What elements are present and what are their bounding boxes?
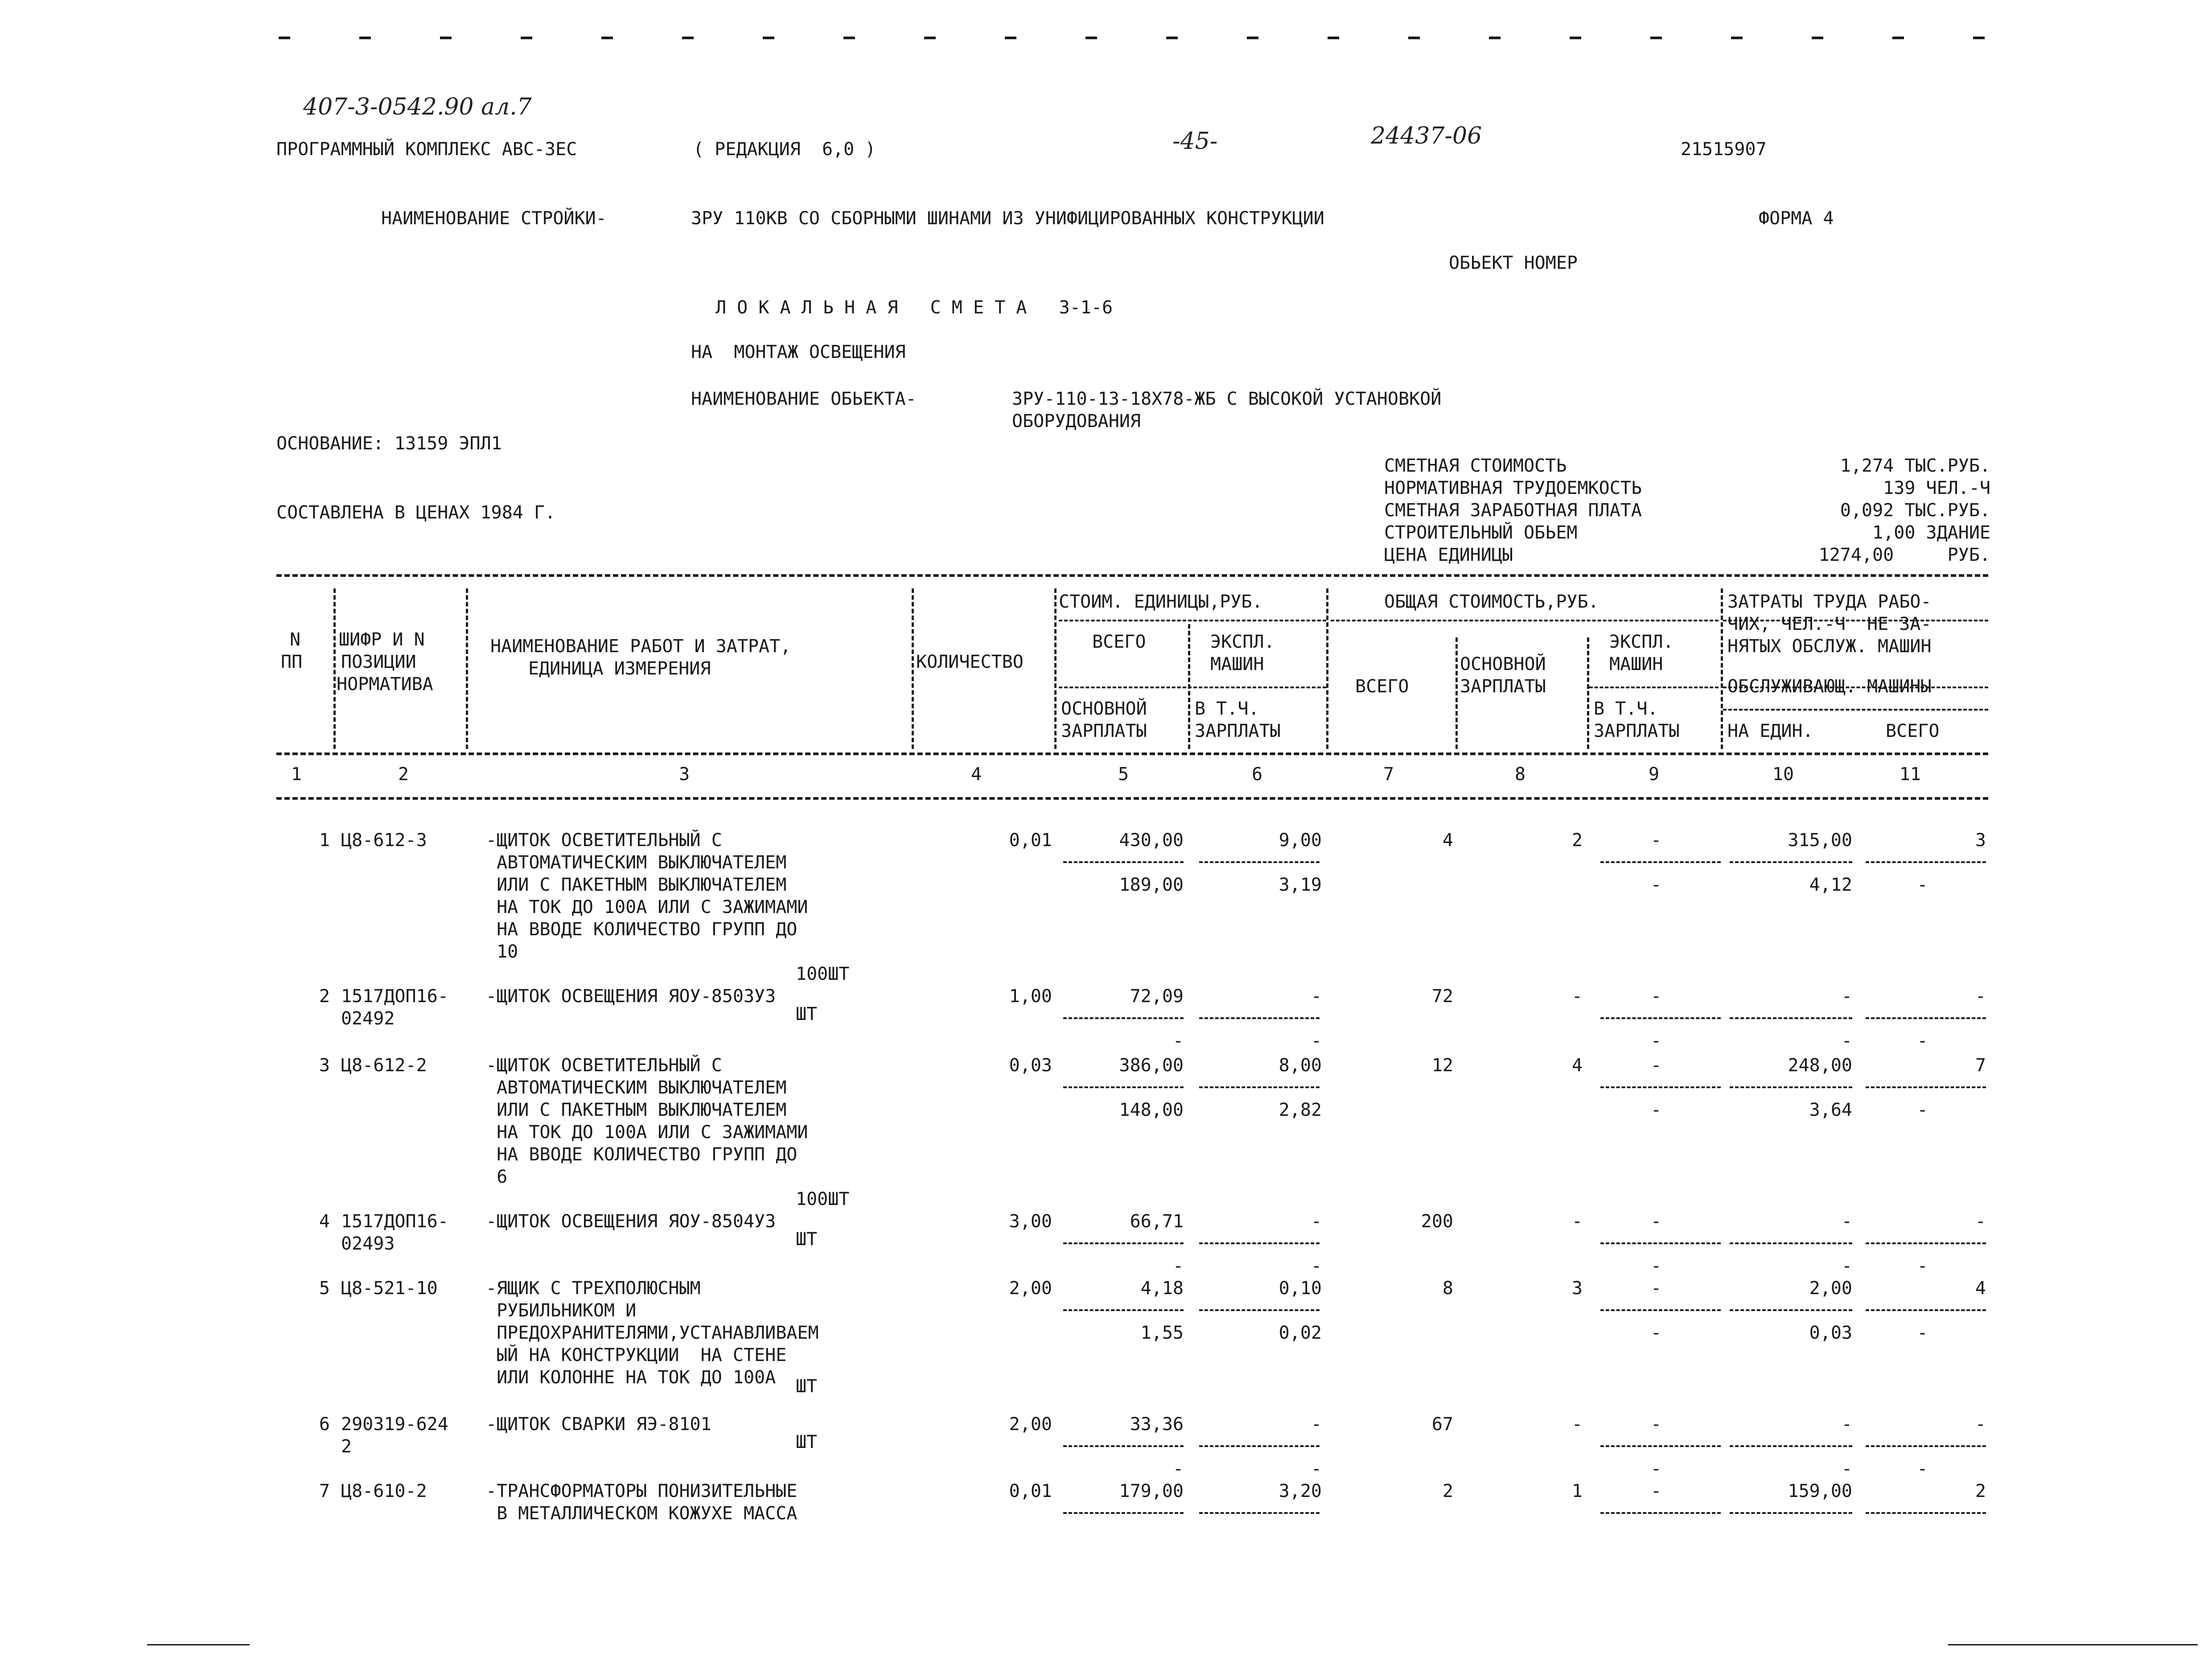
head-inner-rule — [1331, 620, 1719, 621]
summary-value: 1,00 ЗДАНИЕ — [1872, 522, 1990, 543]
col-number: 11 — [1899, 764, 1921, 785]
handwritten-page-number: -45- — [1172, 128, 1218, 155]
row-code: 1517ДОП16- — [341, 1211, 448, 1232]
row-qty: 2,00 — [1009, 1278, 1052, 1299]
row-unit-total: 72,09 — [1130, 986, 1184, 1007]
head-general-cost: ОБЩАЯ СТОИМОСТЬ,РУБ. — [1384, 592, 1599, 612]
cell-divider — [1063, 1242, 1184, 1244]
row-mach-wages: - — [1650, 875, 1662, 895]
row-name: РУБИЛЬНИКОМ И — [486, 1300, 637, 1321]
col-number: 8 — [1514, 764, 1526, 785]
table-top-rule — [276, 574, 1988, 577]
row-labor-total-2: - — [1917, 1031, 1928, 1051]
row-labor-unit-2: - — [1841, 1031, 1852, 1051]
col-number: 10 — [1772, 764, 1794, 785]
top-dash — [1812, 37, 1823, 39]
row-unit-wages: 1,55 — [1140, 1323, 1184, 1343]
row-name: ИЛИ КОЛОННЕ НА ТОК ДО 100А — [486, 1367, 776, 1388]
summary-label: ЦЕНА ЕДИНИЦЫ — [1384, 545, 1513, 565]
cell-divider — [1600, 1309, 1721, 1311]
row-code: 02493 — [341, 1234, 395, 1254]
cell-divider — [1063, 1512, 1184, 1514]
head-gen-wages-2: ЗАРПЛАТЫ — [1460, 676, 1546, 697]
head-total: ВСЕГО — [1355, 676, 1409, 697]
row-qty: 0,03 — [1009, 1055, 1052, 1076]
summary-label: СМЕТНАЯ СТОИМОСТЬ — [1384, 456, 1567, 476]
head-labor-1: ЗАТРАТЫ ТРУДА РАБО- — [1727, 592, 1932, 612]
cell-divider — [1600, 1512, 1721, 1514]
col-separator — [1326, 588, 1328, 749]
row-number: 7 — [319, 1481, 330, 1501]
row-unit-wages: - — [1172, 1256, 1184, 1276]
head-per-unit: НА ЕДИН. — [1727, 721, 1813, 741]
summary-value: 1,274 ТЫС.РУБ. — [1840, 456, 1990, 476]
col-number: 6 — [1251, 764, 1263, 785]
row-unit: 100ШТ — [796, 1189, 850, 1209]
top-dash — [1166, 37, 1178, 39]
top-dash — [601, 37, 613, 39]
head-unit-cost: СТОИМ. ЕДИНИЦЫ,РУБ. — [1059, 592, 1263, 612]
row-mach-wages: - — [1650, 1323, 1662, 1343]
head-wages-1: ОСНОВНОЙ — [1061, 699, 1147, 719]
head-n: N — [290, 629, 301, 650]
summary-value: 1274,00 РУБ. — [1818, 545, 1990, 565]
handwritten-code: 407-3-0542.90 ал.7 — [303, 94, 532, 120]
col-number: 5 — [1118, 764, 1129, 785]
row-labor-unit-2: - — [1841, 1459, 1852, 1479]
head-name-1: НАИМЕНОВАНИЕ РАБОТ И ЗАТРАТ, — [490, 636, 791, 657]
row-labor-total: 7 — [1975, 1055, 1986, 1076]
summary-value: 139 ЧЕЛ.-Ч — [1883, 478, 1990, 498]
construction-name: ЗРУ 110КВ СО СБОРНЫМИ ШИНАМИ ИЗ УНИФИЦИРОВАННЫХ КОНСТРУКЦИИ — [691, 208, 1324, 229]
cell-divider — [1063, 1086, 1184, 1088]
summary-label: НОРМАТИВНАЯ ТРУДОЕМКОСТЬ — [1384, 478, 1642, 498]
cell-divider — [1730, 1309, 1852, 1311]
handwritten-number: 24437-06 — [1371, 123, 1482, 149]
row-unit-wages: - — [1172, 1031, 1184, 1051]
head-total-unit: ВСЕГО — [1092, 632, 1146, 652]
top-dash — [1489, 37, 1501, 39]
row-number: 1 — [319, 830, 330, 851]
summary-label: СМЕТНАЯ ЗАРАБОТНАЯ ПЛАТА — [1384, 500, 1642, 521]
head-gen-incl-1: В Т.Ч. — [1594, 699, 1658, 719]
row-labor-total-2: - — [1917, 875, 1928, 895]
col-separator — [1188, 624, 1190, 749]
head-mach-2: МАШИН — [1210, 654, 1264, 674]
head-code-1: ШИФР И N — [339, 629, 425, 650]
row-machines: - — [1650, 1055, 1662, 1076]
head-gen-wages-1: ОСНОВНОЙ — [1460, 654, 1546, 674]
top-dash — [1650, 37, 1662, 39]
row-machines: - — [1650, 1211, 1662, 1232]
cell-divider — [1063, 1017, 1184, 1019]
cell-divider — [1600, 1445, 1721, 1447]
program-name: ПРОГРАММНЫЙ КОМПЛЕКС АВС-3ЕС — [276, 139, 577, 160]
row-machines: - — [1650, 1278, 1662, 1299]
top-dash — [1892, 37, 1904, 39]
document-title: Л О К А Л Ь Н А Я С М Е Т А 3-1-6 — [715, 297, 1113, 318]
row-labor-unit: - — [1841, 986, 1852, 1007]
cell-divider — [1600, 1086, 1721, 1088]
row-total: 72 — [1431, 986, 1453, 1007]
row-qty: 1,00 — [1009, 986, 1052, 1007]
row-unit-mach-wages: 0,02 — [1279, 1323, 1322, 1343]
row-unit-mach-wages: - — [1311, 1459, 1322, 1479]
row-unit-wages: - — [1172, 1459, 1184, 1479]
row-name: 6 — [486, 1167, 508, 1187]
cell-divider — [1866, 861, 1986, 863]
object-name-line-1: ЗРУ-110-13-18Х78-ЖБ С ВЫСОКОЙ УСТАНОВКОЙ — [1012, 389, 1442, 409]
row-labor-total: - — [1975, 1414, 1986, 1435]
head-mach-1: ЭКСПЛ. — [1210, 632, 1275, 652]
top-dash — [359, 37, 371, 39]
summary-value: 0,092 ТЫС.РУБ. — [1840, 500, 1990, 521]
row-qty: 2,00 — [1009, 1414, 1052, 1435]
bottom-right-rule — [1948, 1644, 2198, 1645]
top-dash — [1570, 37, 1581, 39]
head-incl-1: В Т.Ч. — [1195, 699, 1259, 719]
top-dash — [521, 37, 532, 39]
cell-divider — [1063, 1445, 1184, 1447]
col-separator — [333, 588, 336, 749]
row-code: Ц8-612-2 — [341, 1055, 427, 1076]
row-machines: - — [1650, 986, 1662, 1007]
object-name-line-2: ОБОРУДОВАНИЯ — [1012, 411, 1141, 432]
row-wages: - — [1571, 1414, 1583, 1435]
head-labor-4: ОБСЛУЖИВАЮЩ. МАШИНЫ — [1727, 676, 1932, 697]
cell-divider — [1199, 1445, 1320, 1447]
cell-divider — [1730, 1512, 1852, 1514]
col-number: 3 — [678, 764, 690, 785]
row-labor-total-2: - — [1917, 1323, 1928, 1343]
table-head-bottom-rule — [276, 752, 1988, 755]
row-mach-wages: - — [1650, 1031, 1662, 1051]
cell-divider — [1199, 1242, 1320, 1244]
row-name: -ЩИТОК ОСВЕТИТЕЛЬНЫЙ С — [486, 830, 722, 851]
col-separator — [1054, 588, 1057, 749]
row-labor-unit: 315,00 — [1788, 830, 1852, 851]
row-labor-total-2: - — [1917, 1100, 1928, 1120]
summary-block — [1384, 455, 1990, 566]
row-total: 200 — [1421, 1211, 1453, 1232]
row-labor-unit: - — [1841, 1211, 1852, 1232]
row-total: 67 — [1431, 1414, 1453, 1435]
top-dash — [1328, 37, 1339, 39]
form-label: ФОРМА 4 — [1759, 208, 1834, 229]
row-labor-unit: 159,00 — [1788, 1481, 1852, 1501]
col-number: 7 — [1383, 764, 1394, 785]
row-unit-total: 66,71 — [1130, 1211, 1184, 1232]
row-labor-total: - — [1975, 1211, 1986, 1232]
row-labor-unit-2: 3,64 — [1809, 1100, 1852, 1120]
row-unit-mach-wages: 2,82 — [1279, 1100, 1322, 1120]
object-label: НАИМЕНОВАНИЕ ОБЬЕКТА- — [691, 389, 917, 409]
row-name: ПРЕДОХРАНИТЕЛЯМИ,УСТАНАВЛИВАЕМ — [486, 1323, 819, 1343]
row-wages: 1 — [1571, 1481, 1583, 1501]
top-dash — [763, 37, 774, 39]
head-code-2: ПОЗИЦИИ — [341, 652, 416, 672]
row-name: АВТОМАТИЧЕСКИМ ВЫКЛЮЧАТЕЛЕМ — [486, 1077, 787, 1098]
cell-divider — [1199, 861, 1320, 863]
row-code: Ц8-521-10 — [341, 1278, 438, 1299]
col-number: 1 — [291, 764, 302, 785]
top-dash — [440, 37, 452, 39]
row-name: ЫЙ НА КОНСТРУКЦИИ НА СТЕНЕ — [486, 1345, 787, 1365]
cell-divider — [1866, 1017, 1986, 1019]
row-name: -ЩИТОК СВАРКИ ЯЭ-8101 — [486, 1414, 711, 1435]
row-labor-total: 4 — [1975, 1278, 1986, 1299]
head-inner-rule — [1723, 709, 1988, 711]
row-name: ИЛИ С ПАКЕТНЫМ ВЫКЛЮЧАТЕЛЕМ — [486, 1100, 787, 1120]
row-unit-mach-wages: - — [1311, 1031, 1322, 1051]
col-separator — [1587, 637, 1589, 749]
row-wages: 4 — [1571, 1055, 1583, 1076]
row-number: 2 — [319, 986, 330, 1007]
row-name: -ЩИТОК ОСВЕЩЕНИЯ ЯОУ-8504У3 — [486, 1211, 776, 1232]
col-number: 9 — [1648, 764, 1660, 785]
row-labor-unit: 248,00 — [1788, 1055, 1852, 1076]
top-dash — [1408, 37, 1420, 39]
row-wages: - — [1571, 986, 1583, 1007]
row-unit-machines: - — [1311, 986, 1322, 1007]
row-name: АВТОМАТИЧЕСКИМ ВЫКЛЮЧАТЕЛЕМ — [486, 852, 787, 873]
col-separator — [1455, 637, 1458, 749]
summary-label: СТРОИТЕЛЬНЫЙ ОБЬЕМ — [1384, 522, 1578, 543]
row-labor-total-2: - — [1917, 1459, 1928, 1479]
row-mach-wages: - — [1650, 1256, 1662, 1276]
head-incl-2: ЗАРПЛАТЫ — [1195, 721, 1281, 741]
row-name: -ЩИТОК ОСВЕТИТЕЛЬНЫЙ С — [486, 1055, 722, 1076]
head-gen-mach-1: ЭКСПЛ. — [1609, 632, 1674, 652]
top-dash — [1731, 37, 1743, 39]
row-unit-machines: 0,10 — [1279, 1278, 1322, 1299]
head-wages-2: ЗАРПЛАТЫ — [1061, 721, 1147, 741]
column-number-bottom-rule — [276, 797, 1988, 800]
row-unit-wages: 148,00 — [1119, 1100, 1184, 1120]
row-name: 10 — [486, 942, 518, 962]
row-mach-wages: - — [1650, 1100, 1662, 1120]
row-name: ИЛИ С ПАКЕТНЫМ ВЫКЛЮЧАТЕЛЕМ — [486, 875, 787, 895]
row-total: 4 — [1442, 830, 1453, 851]
head-gen-incl-2: ЗАРПЛАТЫ — [1594, 721, 1680, 741]
head-code-3: НОРМАТИВА — [337, 674, 433, 695]
row-machines: - — [1650, 1414, 1662, 1435]
cell-divider — [1866, 1086, 1986, 1088]
row-labor-unit: - — [1841, 1414, 1852, 1435]
row-unit-machines: - — [1311, 1414, 1322, 1435]
row-wages: 2 — [1571, 830, 1583, 851]
row-unit-wages: 189,00 — [1119, 875, 1184, 895]
head-inner-rule — [1059, 620, 1326, 621]
cell-divider — [1063, 1309, 1184, 1311]
head-labor-2: ЧИХ, ЧЕЛ.-Ч НЕ ЗА- — [1727, 614, 1932, 634]
head-qty: КОЛИЧЕСТВО — [916, 652, 1024, 672]
column-number-row — [0, 763, 2212, 785]
head-inner-rule — [1589, 687, 1719, 688]
row-unit-total: 33,36 — [1130, 1414, 1184, 1435]
price-basis: СОСТАВЛЕНА В ЦЕНАХ 1984 Г. — [276, 502, 556, 523]
row-qty: 0,01 — [1009, 1481, 1052, 1501]
row-labor-total: 2 — [1975, 1481, 1986, 1501]
row-name: В МЕТАЛЛИЧЕСКОМ КОЖУХЕ МАССА — [486, 1503, 798, 1524]
row-number: 4 — [319, 1211, 330, 1232]
top-dash — [1247, 37, 1258, 39]
head-gen-mach-2: МАШИН — [1609, 654, 1663, 674]
row-labor-total-2: - — [1917, 1256, 1928, 1276]
basis: ОСНОВАНИЕ: 13159 ЭПЛ1 — [276, 433, 502, 454]
row-name: НА ТОК ДО 100А ИЛИ С ЗАЖИМАМИ — [486, 897, 808, 917]
row-code: Ц8-612-3 — [341, 830, 427, 851]
cell-divider — [1866, 1512, 1986, 1514]
row-wages: 3 — [1571, 1278, 1583, 1299]
row-code: 2 — [341, 1436, 352, 1457]
cell-divider — [1866, 1309, 1986, 1311]
col-separator — [466, 588, 468, 749]
row-unit-machines: - — [1311, 1211, 1322, 1232]
top-dash — [843, 37, 855, 39]
cell-divider — [1730, 1017, 1852, 1019]
cell-divider — [1199, 1309, 1320, 1311]
cell-divider — [1600, 1242, 1721, 1244]
row-unit-mach-wages: 3,19 — [1279, 875, 1322, 895]
row-name: НА ТОК ДО 100А ИЛИ С ЗАЖИМАМИ — [486, 1122, 808, 1143]
row-unit-machines: 3,20 — [1279, 1481, 1322, 1501]
cell-divider — [1600, 1017, 1721, 1019]
document-subtitle: НА МОНТАЖ ОСВЕЩЕНИЯ — [691, 342, 906, 362]
cell-divider — [1600, 861, 1721, 863]
row-qty: 3,00 — [1009, 1211, 1052, 1232]
cell-divider — [1730, 1086, 1852, 1088]
row-unit-machines: 9,00 — [1279, 830, 1322, 851]
row-qty: 0,01 — [1009, 830, 1052, 851]
head-name-2: ЕДИНИЦА ИЗМЕРЕНИЯ — [528, 658, 711, 679]
row-unit: ШТ — [796, 1229, 818, 1250]
construction-label: НАИМЕНОВАНИЕ СТРОЙКИ- — [381, 208, 607, 229]
cell-divider — [1866, 1242, 1986, 1244]
object-number: ОБЬЕКТ НОМЕР — [1449, 253, 1578, 273]
row-labor-unit-2: 4,12 — [1809, 875, 1852, 895]
edition: ( РЕДАКЦИЯ 6,0 ) — [693, 139, 876, 160]
row-unit-total: 386,00 — [1119, 1055, 1184, 1076]
doc-number: 21515907 — [1681, 139, 1767, 160]
cell-divider — [1730, 1242, 1852, 1244]
top-dash — [1973, 37, 1985, 39]
cell-divider — [1730, 1445, 1852, 1447]
head-all: ВСЕГО — [1886, 721, 1940, 741]
col-number: 4 — [970, 764, 982, 785]
cell-divider — [1730, 861, 1852, 863]
head-pp: ПП — [281, 652, 303, 672]
row-code: 1517ДОП16- — [341, 986, 448, 1007]
row-name: -ЯЩИК С ТРЕХПОЛЮСНЫМ — [486, 1278, 701, 1299]
row-number: 3 — [319, 1055, 330, 1076]
row-name: НА ВВОДЕ КОЛИЧЕСТВО ГРУПП ДО — [486, 1144, 798, 1165]
cell-divider — [1199, 1017, 1320, 1019]
row-unit-total: 179,00 — [1119, 1481, 1184, 1501]
col-number: 2 — [398, 764, 409, 785]
top-dash — [682, 37, 694, 39]
row-labor-unit-2: 0,03 — [1809, 1323, 1852, 1343]
row-unit: ШТ — [796, 1004, 818, 1024]
row-machines: - — [1650, 1481, 1662, 1501]
row-unit-mach-wages: - — [1311, 1256, 1322, 1276]
row-unit-total: 4,18 — [1140, 1278, 1184, 1299]
row-code: Ц8-610-2 — [341, 1481, 427, 1501]
row-total: 12 — [1431, 1055, 1453, 1076]
top-dash — [279, 37, 290, 39]
row-labor-total: - — [1975, 986, 1986, 1007]
top-dash — [1085, 37, 1097, 39]
row-machines: - — [1650, 830, 1662, 851]
row-name: -ЩИТОК ОСВЕЩЕНИЯ ЯОУ-8503У3 — [486, 986, 776, 1007]
col-separator — [1721, 588, 1723, 749]
row-name: -ТРАНСФОРМАТОРЫ ПОНИЗИТЕЛЬНЫЕ — [486, 1481, 798, 1501]
row-code: 02492 — [341, 1008, 395, 1029]
row-total: 2 — [1442, 1481, 1453, 1501]
row-number: 6 — [319, 1414, 330, 1435]
cell-divider — [1199, 1086, 1320, 1088]
row-total: 8 — [1442, 1278, 1453, 1299]
row-mach-wages: - — [1650, 1459, 1662, 1479]
row-labor-unit-2: - — [1841, 1256, 1852, 1276]
head-labor-3: НЯТЫХ ОБСЛУЖ. МАШИН — [1727, 636, 1932, 657]
row-labor-unit: 2,00 — [1809, 1278, 1852, 1299]
cell-divider — [1063, 861, 1184, 863]
row-unit-total: 430,00 — [1119, 830, 1184, 851]
row-unit: ШТ — [796, 1376, 818, 1397]
row-unit: 100ШТ — [796, 964, 850, 984]
head-inner-rule — [1059, 687, 1326, 688]
row-name: НА ВВОДЕ КОЛИЧЕСТВО ГРУПП ДО — [486, 919, 798, 940]
cell-divider — [1199, 1512, 1320, 1514]
cell-divider — [1866, 1445, 1986, 1447]
top-dash — [1005, 37, 1016, 39]
row-code: 290319-624 — [341, 1414, 448, 1435]
row-unit-machines: 8,00 — [1279, 1055, 1322, 1076]
row-labor-total: 3 — [1975, 830, 1986, 851]
row-unit: ШТ — [796, 1432, 818, 1452]
row-number: 5 — [319, 1278, 330, 1299]
col-separator — [912, 588, 914, 749]
top-dash — [924, 37, 936, 39]
bottom-left-rule — [147, 1644, 250, 1645]
row-wages: - — [1571, 1211, 1583, 1232]
